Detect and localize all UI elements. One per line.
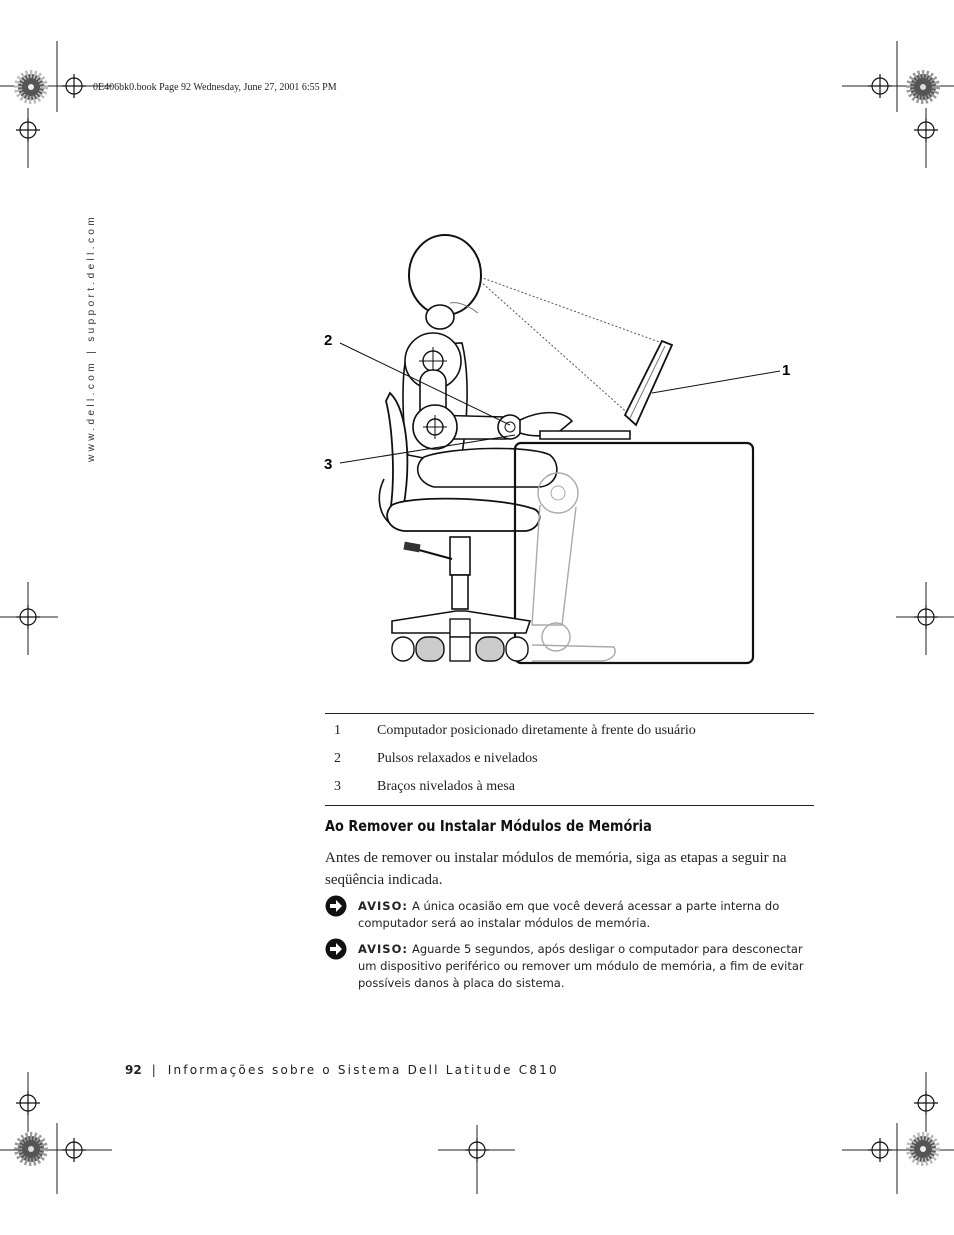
footer-separator: | [151, 1063, 156, 1077]
page-number: 92 [125, 1063, 142, 1077]
section-heading: Ao Remover ou Instalar Módulos de Memória [325, 817, 652, 835]
notice-1 [325, 898, 815, 932]
notice-body: Aguarde 5 segundos, após desligar o computador para desconectar um dispositivo periférico ou remover um módulo de memória, a fim de evitar possíveis danos à placa do sistema. [358, 942, 804, 990]
ergonomic-posture-illustration [300, 225, 820, 675]
laptop-screen [625, 341, 672, 425]
sidebar-url: www.dell.com | support.dell.com [86, 213, 97, 462]
notice-arrow-icon [325, 895, 347, 917]
thigh [418, 448, 557, 487]
figure-legend-table [325, 713, 814, 806]
head-shape [409, 235, 481, 315]
legend-number: 1 [334, 723, 341, 738]
notice-2 [325, 941, 815, 992]
notice-arrow-icon [325, 938, 347, 960]
legend-number: 2 [334, 751, 341, 766]
notice-label: AVISO: [358, 942, 408, 956]
legend-number: 3 [334, 779, 341, 794]
notice-label: AVISO: [358, 899, 408, 913]
legend-text: Pulsos relaxados e nivelados [377, 751, 538, 766]
legend-text: Braços nivelados à mesa [377, 779, 516, 794]
callout-1: 1 [782, 362, 791, 379]
legend-row [325, 745, 814, 773]
print-file-info: 0E406bk0.book Page 92 Wednesday, June 27, 2001 6:55 PM [93, 82, 337, 93]
notice-body: A única ocasião em que você deverá acessar a parte interna do computador será ao instalar módulos de memória. [358, 899, 780, 930]
callout-3: 3 [324, 456, 333, 473]
laptop-base [540, 431, 630, 439]
chair-seat [387, 499, 539, 531]
legend-row [325, 717, 814, 745]
callout-2: 2 [324, 332, 333, 349]
page-footer [125, 1063, 559, 1077]
legend-row [325, 773, 814, 801]
legend-text: Computador posicionado diretamente à frente do usuário [377, 723, 696, 738]
intro-paragraph: Antes de remover ou instalar módulos de memória, siga as etapas a seguir na seqüência indicada. [325, 850, 787, 888]
footer-title: Informações sobre o Sistema Dell Latitude C810 [167, 1063, 559, 1077]
